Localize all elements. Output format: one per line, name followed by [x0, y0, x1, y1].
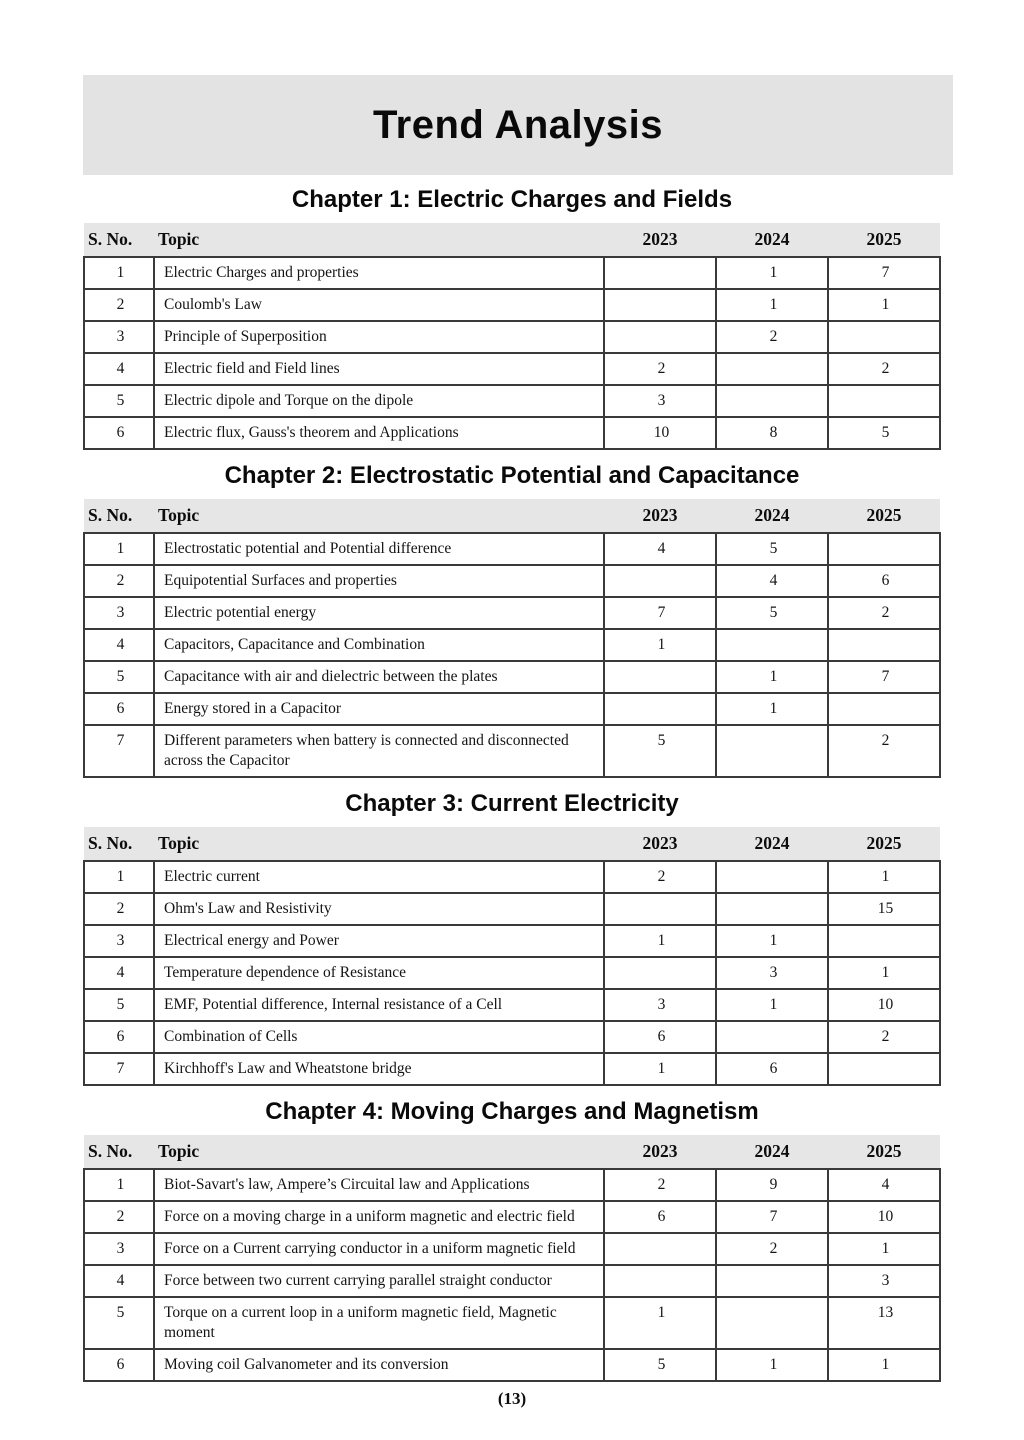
row-topic: Electric dipole and Torque on the dipole: [154, 385, 604, 417]
row-sno: 3: [84, 597, 154, 629]
row-sno: 6: [84, 693, 154, 725]
table-row: [84, 597, 940, 629]
row-topic: EMF, Potential difference, Internal resistance of a Cell: [154, 989, 604, 1021]
row-topic: Coulomb's Law: [154, 289, 604, 321]
col-header-topic: Topic: [154, 827, 604, 861]
row-2025: 6: [828, 565, 940, 597]
row-sno: 1: [84, 1169, 154, 1201]
row-2024: 2: [716, 321, 828, 353]
row-2024: [716, 1297, 828, 1349]
table-row: [84, 957, 940, 989]
row-sno: 5: [84, 661, 154, 693]
table-row: [84, 533, 940, 565]
row-2023: [604, 893, 716, 925]
row-2023: 1: [604, 629, 716, 661]
row-topic: Principle of Superposition: [154, 321, 604, 353]
table-row: [84, 1349, 940, 1381]
table-row: [84, 989, 940, 1021]
row-2023: [604, 693, 716, 725]
table-row: [84, 565, 940, 597]
row-topic: Moving coil Galvanometer and its conversion: [154, 1349, 604, 1381]
row-sno: 1: [84, 861, 154, 893]
chapter-section: [83, 186, 941, 450]
row-2023: [604, 661, 716, 693]
row-topic: Kirchhoff's Law and Wheatstone bridge: [154, 1053, 604, 1085]
row-2023: [604, 289, 716, 321]
row-sno: 6: [84, 1349, 154, 1381]
col-header-2025: 2025: [828, 499, 940, 533]
row-2025: 2: [828, 597, 940, 629]
row-topic: Electric potential energy: [154, 597, 604, 629]
trend-table: [83, 499, 941, 778]
row-2025: 2: [828, 353, 940, 385]
table-body: [84, 257, 940, 449]
col-header-topic: Topic: [154, 223, 604, 257]
col-header-2025: 2025: [828, 1135, 940, 1169]
row-2023: 1: [604, 1053, 716, 1085]
row-2024: [716, 629, 828, 661]
row-2023: 4: [604, 533, 716, 565]
table-body: [84, 533, 940, 777]
table-row: [84, 257, 940, 289]
row-2025: 3: [828, 1265, 940, 1297]
row-2025: 2: [828, 1021, 940, 1053]
table-row: [84, 1053, 940, 1085]
col-header-topic: Topic: [154, 499, 604, 533]
table-row: [84, 353, 940, 385]
row-2024: 7: [716, 1201, 828, 1233]
row-2025: 1: [828, 1349, 940, 1381]
row-topic: Force on a Current carrying conductor in a uniform magnetic field: [154, 1233, 604, 1265]
row-2024: [716, 861, 828, 893]
row-topic: Force between two current carrying parallel straight conductor: [154, 1265, 604, 1297]
row-2023: 3: [604, 385, 716, 417]
row-2024: 8: [716, 417, 828, 449]
table-body: [84, 861, 940, 1085]
table-row: [84, 385, 940, 417]
row-topic: Temperature dependence of Resistance: [154, 957, 604, 989]
row-2025: 7: [828, 257, 940, 289]
col-header-sno: S. No.: [84, 499, 154, 533]
row-topic: Electric Charges and properties: [154, 257, 604, 289]
row-topic: Force on a moving charge in a uniform magnetic and electric field: [154, 1201, 604, 1233]
row-2025: 10: [828, 989, 940, 1021]
page-number: (13): [497, 1389, 527, 1408]
col-header-2025: 2025: [828, 223, 940, 257]
chapter-title: Chapter 4: Moving Charges and Magnetism: [265, 1098, 759, 1125]
table-row: [84, 925, 940, 957]
chapter-section: [83, 1098, 941, 1382]
col-header-sno: S. No.: [84, 827, 154, 861]
chapter-title: Chapter 1: Electric Charges and Fields: [291, 186, 733, 213]
col-header-sno: S. No.: [84, 1135, 154, 1169]
row-2025: 7: [828, 661, 940, 693]
row-2024: 9: [716, 1169, 828, 1201]
row-2025: 4: [828, 1169, 940, 1201]
row-2025: 13: [828, 1297, 940, 1349]
row-topic: Ohm's Law and Resistivity: [154, 893, 604, 925]
row-sno: 4: [84, 353, 154, 385]
col-header-2024: 2024: [716, 1135, 828, 1169]
row-topic: Electrical energy and Power: [154, 925, 604, 957]
row-2024: [716, 353, 828, 385]
row-2024: 1: [716, 289, 828, 321]
row-2024: 4: [716, 565, 828, 597]
row-2023: [604, 1233, 716, 1265]
row-sno: 4: [84, 1265, 154, 1297]
table-header-row: [84, 827, 940, 861]
row-2023: [604, 321, 716, 353]
row-2024: [716, 1265, 828, 1297]
chapter-title: Chapter 2: Electrostatic Potential and Capacitance: [224, 462, 800, 489]
row-sno: 2: [84, 893, 154, 925]
row-2024: 1: [716, 989, 828, 1021]
row-2025: [828, 1053, 940, 1085]
row-2024: 5: [716, 533, 828, 565]
table-row: [84, 1169, 940, 1201]
row-sno: 6: [84, 1021, 154, 1053]
row-2025: [828, 629, 940, 661]
row-topic: Torque on a current loop in a uniform magnetic field, Magnetic moment: [154, 1297, 604, 1349]
row-sno: 7: [84, 725, 154, 777]
row-2025: 5: [828, 417, 940, 449]
row-topic: Electric field and Field lines: [154, 353, 604, 385]
row-2024: 6: [716, 1053, 828, 1085]
col-header-2023: 2023: [604, 223, 716, 257]
row-2024: 2: [716, 1233, 828, 1265]
row-2023: 2: [604, 861, 716, 893]
chapters-container: [83, 184, 941, 1409]
page-title: Trend Analysis: [372, 102, 664, 147]
col-header-sno: S. No.: [84, 223, 154, 257]
chapter-title: Chapter 3: Current Electricity: [345, 790, 679, 817]
row-2025: [828, 321, 940, 353]
row-2024: [716, 893, 828, 925]
row-sno: 3: [84, 321, 154, 353]
row-2024: 3: [716, 957, 828, 989]
table-row: [84, 661, 940, 693]
row-2023: 1: [604, 1297, 716, 1349]
row-2025: 10: [828, 1201, 940, 1233]
table-header-row: [84, 499, 940, 533]
row-2023: 10: [604, 417, 716, 449]
row-sno: 4: [84, 957, 154, 989]
row-topic: Electric flux, Gauss's theorem and Applications: [154, 417, 604, 449]
row-sno: 1: [84, 533, 154, 565]
row-sno: 1: [84, 257, 154, 289]
table-row: [84, 1201, 940, 1233]
row-2024: [716, 385, 828, 417]
row-topic: Electrostatic potential and Potential difference: [154, 533, 604, 565]
row-topic: Biot-Savart's law, Ampere’s Circuital law and Applications: [154, 1169, 604, 1201]
row-2024: [716, 1021, 828, 1053]
table-row: [84, 693, 940, 725]
table-row: [84, 861, 940, 893]
row-sno: 5: [84, 989, 154, 1021]
trend-table: [83, 1135, 941, 1382]
row-2025: [828, 925, 940, 957]
col-header-2023: 2023: [604, 1135, 716, 1169]
table-row: [84, 289, 940, 321]
row-topic: Combination of Cells: [154, 1021, 604, 1053]
row-2023: [604, 1265, 716, 1297]
row-2025: 2: [828, 725, 940, 777]
row-sno: 2: [84, 565, 154, 597]
row-sno: 5: [84, 1297, 154, 1349]
col-header-2024: 2024: [716, 223, 828, 257]
row-2023: 5: [604, 1349, 716, 1381]
title-banner: [83, 75, 953, 175]
row-topic: Equipotential Surfaces and properties: [154, 565, 604, 597]
row-2025: [828, 693, 940, 725]
table-row: [84, 417, 940, 449]
row-2023: 2: [604, 1169, 716, 1201]
chapter-section: [83, 462, 941, 778]
row-2023: 6: [604, 1021, 716, 1053]
table-header-row: [84, 223, 940, 257]
col-header-2023: 2023: [604, 499, 716, 533]
row-2023: 5: [604, 725, 716, 777]
row-2025: 1: [828, 957, 940, 989]
row-2025: [828, 385, 940, 417]
col-header-2024: 2024: [716, 827, 828, 861]
trend-table: [83, 223, 941, 450]
row-sno: 2: [84, 1201, 154, 1233]
table-header-row: [84, 1135, 940, 1169]
row-2023: [604, 257, 716, 289]
row-2024: 1: [716, 661, 828, 693]
row-2024: 1: [716, 925, 828, 957]
table-row: [84, 725, 940, 777]
row-sno: 5: [84, 385, 154, 417]
row-sno: 6: [84, 417, 154, 449]
col-header-2023: 2023: [604, 827, 716, 861]
table-row: [84, 321, 940, 353]
row-2024: 1: [716, 1349, 828, 1381]
table-row: [84, 1233, 940, 1265]
row-sno: 3: [84, 925, 154, 957]
col-header-topic: Topic: [154, 1135, 604, 1169]
row-2025: [828, 533, 940, 565]
col-header-2024: 2024: [716, 499, 828, 533]
row-2025: 1: [828, 289, 940, 321]
row-sno: 7: [84, 1053, 154, 1085]
table-row: [84, 629, 940, 661]
trend-table: [83, 827, 941, 1086]
row-2023: 7: [604, 597, 716, 629]
row-topic: Different parameters when battery is connected and disconnected across the Capacitor: [154, 725, 604, 777]
row-2023: 1: [604, 925, 716, 957]
col-header-2025: 2025: [828, 827, 940, 861]
row-2023: 3: [604, 989, 716, 1021]
table-row: [84, 1265, 940, 1297]
row-topic: Electric current: [154, 861, 604, 893]
table-row: [84, 1021, 940, 1053]
row-2024: 5: [716, 597, 828, 629]
table-row: [84, 893, 940, 925]
row-2025: 1: [828, 1233, 940, 1265]
row-sno: 2: [84, 289, 154, 321]
row-2025: 15: [828, 893, 940, 925]
chapter-section: [83, 790, 941, 1086]
row-2024: 1: [716, 257, 828, 289]
row-2023: [604, 957, 716, 989]
row-2024: 1: [716, 693, 828, 725]
row-2023: [604, 565, 716, 597]
row-sno: 4: [84, 629, 154, 661]
row-2023: 6: [604, 1201, 716, 1233]
row-2025: 1: [828, 861, 940, 893]
row-topic: Capacitance with air and dielectric between the plates: [154, 661, 604, 693]
row-topic: Capacitors, Capacitance and Combination: [154, 629, 604, 661]
row-sno: 3: [84, 1233, 154, 1265]
table-body: [84, 1169, 940, 1381]
row-topic: Energy stored in a Capacitor: [154, 693, 604, 725]
row-2024: [716, 725, 828, 777]
row-2023: 2: [604, 353, 716, 385]
table-row: [84, 1297, 940, 1349]
